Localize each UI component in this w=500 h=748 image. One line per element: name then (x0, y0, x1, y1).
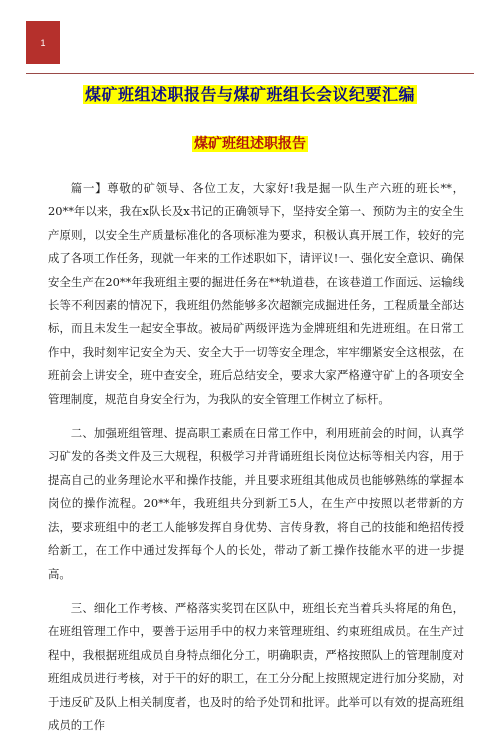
section-title: 煤矿班组述职报告 (194, 136, 306, 152)
page-number-badge (26, 21, 60, 64)
paragraph: 二、加强班组管理、提高职工素质在日常工作中，利用班前会的时间，认真学习矿发的各类文件及三大规程，积极学习并背诵班组长岗位达标等相关内容，用于提高自己的业务理论水平和操作技能，并且要求班组其他成员也能够熟练的掌握本岗位的操作流程。20**年，我班组共分到新工5人，在生产中按照以老带新的方法，要求班组中的老工人能够发挥自身优势、言传身教，将自己的技能和绝招传授给新工，在工作中通过发挥每个人的长处，带动了新工操作技能水平的进一步提高。 (48, 426, 464, 581)
paragraph: 三、细化工作考核、严格落实奖罚在区队中，班组长充当着兵头将尾的角色，在班组管理工作中，要善于运用手中的权力来管理班组、约束班组成员。在生产过程中，我根据班组成员自身特点细化分工，明确职责，严格按照队上的管理制度对班组成员进行考核，对于干的好的职工，在工分分配上按照规定进行加分奖励，对于违反矿及队上相关制度者，也及时的给予处罚和批评。此举可以有效的提高班组成员的工作 (48, 600, 464, 732)
document-body (48, 177, 464, 748)
header-divider (26, 73, 474, 74)
document-title: 煤矿班组述职报告与煤矿班组长会议纪要汇编 (84, 85, 415, 104)
page-number: 1 (40, 38, 46, 48)
paragraph: 篇一】尊敬的矿领导、各位工友，大家好!我是掘一队生产六班的班长**，20**年以来，我在x队长及x书记的正确领导下，坚持安全第一、预防为主的安全生产原则，以安全生产质量标准化的各项标准为要求，积极认真开展工作，较好的完成了各项工作任务，现就一年来的工作述职如下，请评议!一、强化安全意识、确保安全生产在20**年我班组主要的掘进任务在**轨道巷，在该巷道工作面远、运输线长等不利因素的情况下，我班组仍然能够多次超额完成掘进任务，工程质量全部达标，而且未发生一起安全事故。被局矿两级评选为金牌班组和先进班组。在日常工作中，我时刻牢记安全为天、安全大于一切等安全理念，牢牢绷紧安全这根弦，在班前会上讲安全，班中查安全，班后总结安全，要求大家严格遵守矿上的各项安全管理制度，规范自身安全行为，为我队的安全管理工作树立了标杆。 (48, 181, 464, 406)
